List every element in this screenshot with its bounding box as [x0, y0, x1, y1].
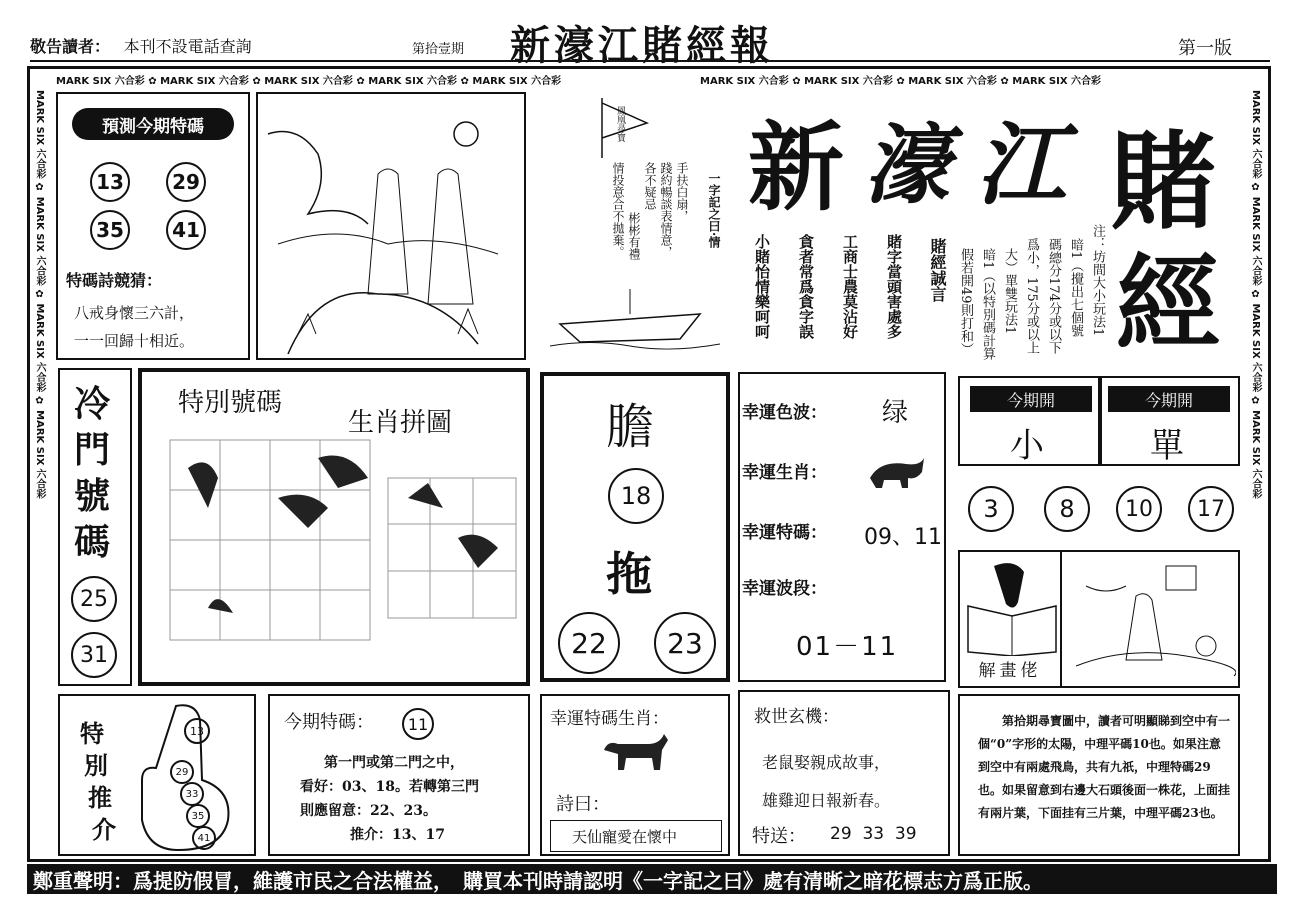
lucky-box [738, 372, 946, 682]
oracle-send-numbers: 29 33 39 [830, 824, 917, 844]
predict-title: 預測今期特碼 [72, 108, 234, 140]
watermark-left: MARK SIX 六合彩 ✿ MARK SIX 六合彩 ✿ MARK SIX 六合彩 ✿ MARK SIX 六合彩 [34, 90, 45, 499]
recommend-title-char: 別 [84, 751, 108, 780]
emblem-area [530, 92, 730, 357]
lucky-color-label: 幸運色波： [742, 403, 827, 423]
predict-number: 41 [166, 210, 206, 250]
puzzle-subtitle: 生肖拼圖 [348, 408, 453, 438]
rules-line: 碼總分174分或以下 [1046, 238, 1061, 354]
open-divider [1098, 378, 1102, 464]
drag-number: 23 [654, 612, 716, 674]
issue-number: 第拾壹期 [412, 42, 465, 57]
special-line: 第一門或第二門之中， [324, 755, 464, 771]
motto-line: 貪者常爲貪字誤 [797, 234, 815, 339]
recommend-number: 33 [180, 782, 204, 806]
zodiac-puzzle-grid [168, 438, 528, 648]
lucky-range-value: 01－11 [796, 632, 899, 662]
watermark-top-right: MARK SIX 六合彩 ✿ MARK SIX 六合彩 ✿ MARK SIX 六合彩 ✿ MARK SIX 六合彩 [700, 76, 1102, 87]
open-value: 單 [1150, 426, 1184, 466]
emblem-small-caption: 鳳凰尋寶 [615, 106, 625, 142]
oracle-title: 救世玄機： [754, 707, 839, 727]
lucky-color-value: 绿 [882, 398, 909, 428]
explain-text: 第拾期尋寶圖中，讀者可明顯睇到空中有一個“0”字形的太陽，中理平碼10也。如果注意到空中有兩處飛鳥，共有九祇，中理特碼29也。如果留意到右邊大石頭後面一株花，上面挂有兩片葉，下面挂有三片葉，中理平碼23也。 [978, 714, 1231, 820]
watermark-right: MARK SIX 六合彩 ✿ MARK SIX 六合彩 ✿ MARK SIX 六合彩 ✿ MARK SIX 六合彩 [1250, 90, 1261, 499]
lucky-code-label: 幸運特碼： [742, 523, 827, 543]
open-number: 17 [1188, 486, 1234, 532]
special-line: 則應留意：22、23。 [300, 803, 437, 819]
recommend-number: 35 [186, 804, 210, 828]
rules-line: 暗1（以特別碼計算 [980, 248, 995, 361]
rules-line: 爲小，175分或以上 [1024, 238, 1039, 354]
open-value: 小 [1010, 426, 1044, 466]
special-line: 看好：03、18。若轉第三門 [300, 779, 479, 795]
motto-title: 賭經誠言 [928, 238, 947, 302]
ox-icon [598, 734, 670, 774]
cold-box [58, 368, 132, 686]
predict-number: 13 [90, 162, 130, 202]
luckyzodiac-box [540, 694, 730, 856]
illustration-box [256, 92, 526, 360]
masthead-char: 賭 [1110, 119, 1216, 244]
recommend-title-char: 特 [80, 719, 104, 748]
puzzle-title: 特別號碼 [178, 388, 283, 418]
banker-char: 膽 [606, 399, 655, 455]
special-box [268, 694, 530, 856]
paper-title: 新濠江賭經報 [510, 22, 774, 69]
cold-number: 31 [71, 632, 117, 678]
open-number: 3 [968, 486, 1014, 532]
cold-title-char: 門 [74, 429, 111, 471]
oracle-send-label: 特送： [752, 826, 806, 847]
drag-number: 22 [558, 612, 620, 674]
banker-number: 18 [608, 468, 664, 524]
emblem-verse-line: 各不疑忌 [643, 162, 657, 210]
emblem-verse-line: 踐約暢談表情意， [659, 162, 673, 258]
masthead-char: 濠 [864, 115, 950, 216]
poem-line: 一一回歸十相近。 [74, 332, 195, 350]
luckyzodiac-poem: 天仙寵愛在懷中 [572, 828, 678, 846]
masthead-char: 新 [748, 111, 844, 224]
motto-line: 工商士農莫沾好 [841, 234, 859, 339]
emblem-verse-line: 手扶白扇， [675, 162, 689, 222]
boat-icon [550, 284, 720, 354]
banker-box [540, 372, 730, 682]
cold-number: 25 [71, 576, 117, 622]
motto-line: 賭字當頭害處多 [885, 234, 903, 339]
poem-line: 八戒身懷三六計， [74, 304, 195, 322]
tiger-icon [866, 454, 926, 490]
open-box [958, 376, 1240, 466]
footer-text: 鄭重聲明：爲提防假冒，維護市民之合法權益， 購買本刊時請認明《一字記之曰》處有清晰之暗花標志方爲正版。 [33, 868, 1043, 893]
cold-title-char: 碼 [74, 521, 111, 563]
explain-image-box [958, 550, 1240, 688]
notice-label: 敬告讀者： [30, 37, 111, 56]
oracle-box [738, 690, 950, 856]
masthead-char: 經 [1116, 242, 1221, 365]
header-rule [30, 60, 1270, 62]
cold-title-char: 號 [74, 475, 111, 517]
recommend-number: 13 [184, 718, 210, 744]
recommend-number: 29 [170, 760, 194, 784]
predict-number: 29 [166, 162, 206, 202]
cold-title-char: 冷 [74, 383, 111, 425]
rules-line: 假若開49則打和） [958, 248, 973, 356]
emblem-label: 一字記之曰·情 [707, 172, 721, 249]
footer-bar [27, 864, 1277, 894]
predict-box [56, 92, 250, 360]
special-label: 今期特碼： [284, 712, 374, 733]
emblem-verse-line: 彬彬有禮 [627, 212, 641, 260]
recommend-number: 41 [192, 826, 216, 850]
open-label: 今期開 [970, 386, 1092, 412]
lucky-code-value: 09、11 [864, 525, 942, 550]
edition-label: 第一版 [1178, 38, 1232, 59]
recommend-title-char: 推 [88, 783, 112, 812]
explain-divider [1060, 552, 1062, 686]
open-number: 10 [1116, 486, 1162, 532]
watermark-top: MARK SIX 六合彩 ✿ MARK SIX 六合彩 ✿ MARK SIX 六合彩 ✿ MARK SIX 六合彩 ✿ MARK SIX 六合彩 [56, 76, 562, 87]
recommend-box [58, 694, 256, 856]
masthead-char: 江 [976, 112, 1066, 218]
special-number: 11 [402, 708, 434, 740]
header-notice [30, 34, 252, 57]
open-label: 今期開 [1108, 386, 1230, 412]
puzzle-box [138, 368, 530, 686]
lucky-zodiac-label: 幸運生肖： [742, 463, 827, 483]
motto-line: 小賭怡情樂呵呵 [753, 234, 771, 339]
explain-title: 解畫佬 [978, 661, 1042, 681]
rules-line: 大）單雙玩法1 [1002, 248, 1017, 335]
rules-line: 暗1（攪出七個號 [1068, 238, 1083, 338]
oracle-line: 雄雞迎日報新春。 [762, 791, 891, 810]
emblem-verse-line: 情投意合不拋棄。 [611, 162, 625, 258]
couple-illustration [258, 94, 524, 358]
oracle-line: 老鼠娶親成故事， [762, 753, 891, 772]
open-number: 8 [1044, 486, 1090, 532]
book-hand-illustration [964, 556, 1060, 656]
special-line: 推介：13、17 [350, 827, 445, 843]
lucky-range-label: 幸運波段： [742, 579, 827, 599]
recommend-title-char: 介 [92, 815, 116, 844]
luckyzodiac-poem-label: 詩曰： [556, 794, 610, 815]
rules-line: 注：坊間大小玩法1 [1090, 224, 1105, 337]
explain-text-box [958, 694, 1240, 856]
poem-title: 特碼詩競猜： [66, 271, 163, 290]
notice-text: 本刊不設電話查詢 [123, 37, 252, 56]
drag-char: 拖 [606, 547, 652, 601]
luckyzodiac-title: 幸運特碼生肖： [550, 709, 669, 729]
scholar-illustration [1066, 556, 1236, 686]
predict-number: 35 [90, 210, 130, 250]
